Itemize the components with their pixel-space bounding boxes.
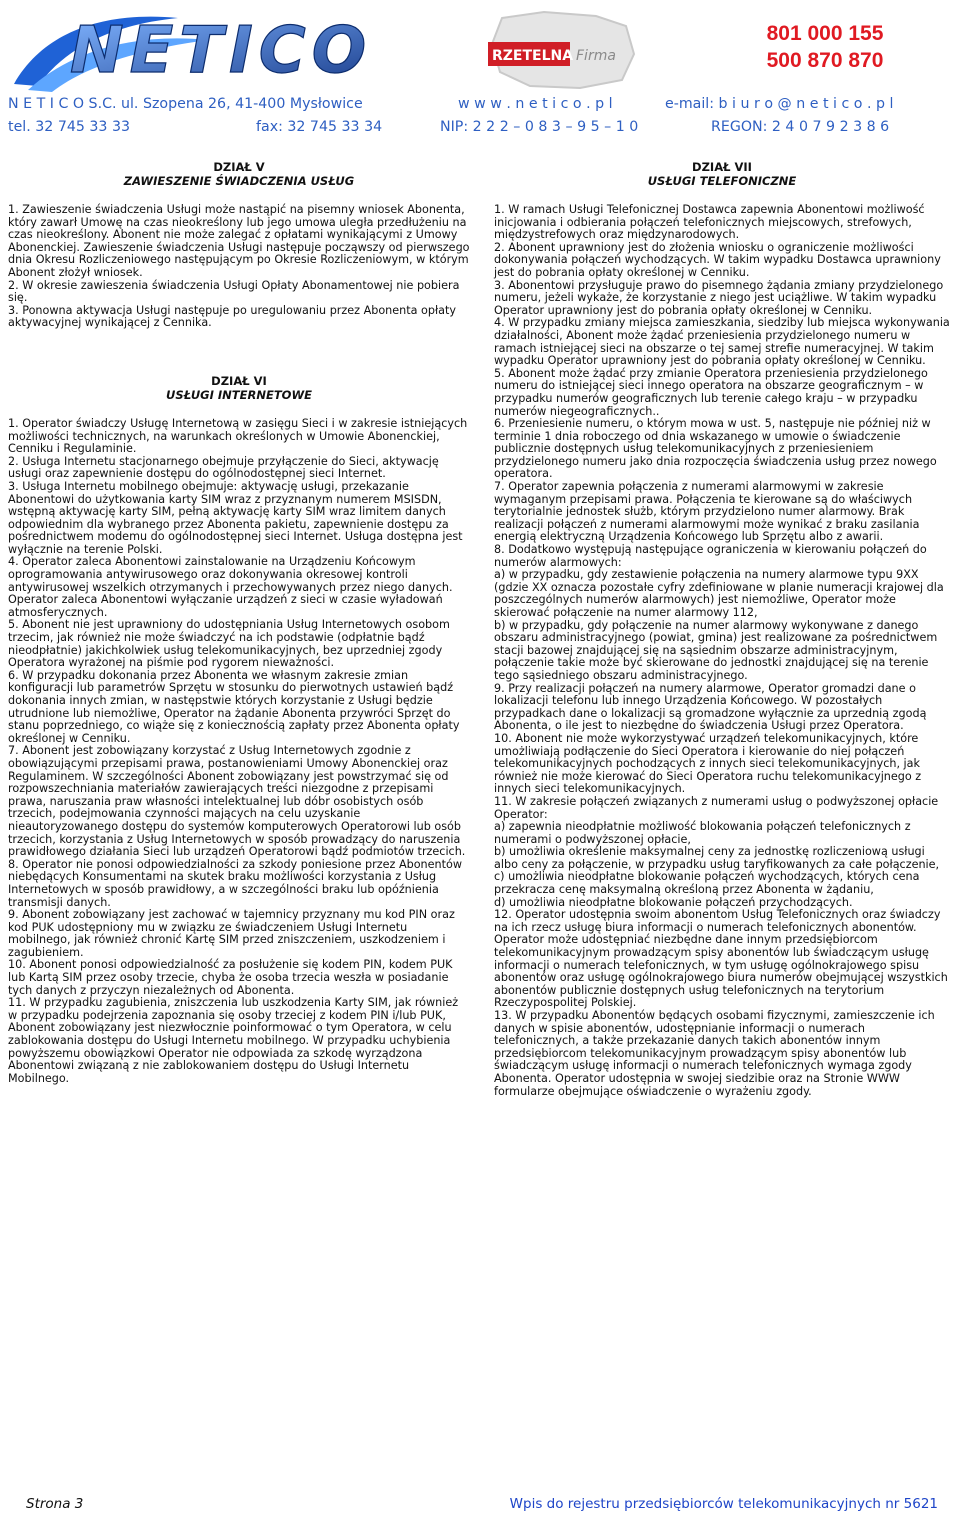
regon-number: REGON: 2 4 0 7 9 2 3 8 6 — [711, 119, 890, 135]
registry-note: Wpis do rejestru przedsiębiorców telekomunikacyjnych nr 5621 — [509, 1496, 938, 1512]
letterhead — [0, 0, 960, 150]
section-subtitle: USŁUGI INTERNETOWE — [166, 387, 312, 402]
section-title: DZIAŁ VII — [692, 160, 752, 174]
paragraph: c) umożliwia nieodpłatne blokowanie połączeń wychodzących, których cena przekracza cenę maksymalną określoną przez Abonenta w żądaniu, — [494, 870, 920, 897]
paragraph: 8. Dodatkowo występują następujące ograniczenia w kierowaniu połączeń do numerów alarmowych: — [494, 543, 927, 569]
right-column — [494, 160, 950, 1098]
logo-wordmark: NETICO — [70, 14, 373, 88]
paragraph: 5. Abonent nie jest uprawniony do udostępniania Usług Internetowych osobom trzecim, jak również nie może świadczyć na ich podstawie (odpłatnie bądź nieodpłatnie) jakichkolwiek usług telekomunikacyjnych, bez uprzedniej zgody Operatora wyrażonej na piśmie pod rygorem nieważności. — [8, 618, 450, 670]
nip-number: NIP: 2 2 2 – 0 8 3 – 9 5 – 1 0 — [440, 119, 639, 135]
paragraph: a) zapewnia nieodpłatnie możliwość blokowania połączeń telefonicznych z numerami o podwyższonej opłacie, — [494, 820, 911, 846]
section-title: DZIAŁ V — [213, 160, 265, 174]
paragraph: 2. Usługa Internetu stacjonarnego obejmuje przyłączenie do Sieci, aktywację usługi oraz zapewnienie dostępu do ogólnodostępnej sieci Internet. — [8, 454, 439, 481]
svg-text:Firma: Firma — [576, 48, 616, 64]
svg-text:RZETELNA: RZETELNA — [492, 48, 574, 64]
fax-number: fax: 32 745 33 34 — [256, 119, 383, 135]
phone-number[interactable]: 801 000 155 — [766, 22, 884, 45]
website-link[interactable]: w w w . n e t i c o . p l — [458, 96, 613, 112]
paragraph: 13. W przypadku Abonentów będących osobami fizycznymi, zamieszczenie ich danych w spisie abonentów, udostępnianie informacji o numerach telefonicznych, a także przekazanie danych takich abonentów innym przedsiębiorcom telekomunikacyjnym prowadzącym spisy abonentów lub świadczącym usługę informacji o numerach telefonicznych wymaga zgody Abonenta. Operator udostępnia w swojej siedzibie oraz na Stronie WWW formularze obejmujące oświadczenie o wyrażeniu zgody. — [494, 1009, 935, 1098]
paragraph: 8. Operator nie ponosi odpowiedzialności za szkody poniesione przez Abonentów niebędących Konsumentami na skutek braku możliwości korzystania z Usług Internetowych w sposób prawidłowy, a w szczególności braku lub opóźnienia transmisji danych. — [8, 857, 462, 909]
paragraph: 11. W zakresie połączeń związanych z numerami usług o podwyższonej opłacie Operator: — [494, 794, 939, 821]
netico-logo — [8, 4, 478, 96]
phone-number[interactable]: 500 870 870 — [766, 49, 884, 72]
paragraph: 2. Abonent uprawniony jest do złożenia wniosku o ograniczenie możliwości dokonywania połączeń wychodzących. W takim wypadku Dostawca uprawniony jest do pobrania opłaty określonej w Cenniku. — [494, 240, 941, 279]
section-title: DZIAŁ VI — [211, 373, 267, 388]
paragraph: 5. Abonent może żądać przy zmianie Operatora przeniesienia przydzielonego numeru do istniejącej sieci innego operatora na obszarze geograficznym – w przypadku numerów geograficznych lub terenie całego kraju – w przypadku numerów niegeograficznych.. — [494, 366, 928, 418]
paragraph: 4. Operator zaleca Abonentowi zainstalowanie na Urządzeniu Końcowym oprogramowania antywirusowego oraz dokonywania okresowej kontroli antywirusowej wszelkich otrzymanych i przechowywanych przez niego danych. Operator zaleca Abonentowi wyłączanie urządzeń z sieci w czasie wyładowań atmosferycznych. — [8, 555, 453, 619]
email-link[interactable]: e-mail: b i u r o @ n e t i c o . p l — [665, 96, 894, 112]
page-footer — [26, 1496, 938, 1514]
left-column — [8, 160, 470, 1085]
paragraph: 11. W przypadku zagubienia, zniszczenia lub uszkodzenia Karty SIM, jak również w przypadku podejrzenia zapoznania się osoby trzeciej z kodem PIN i/lub PUK, Abonent zobowiązany jest niezwłocznie poinformować o tym Operatora, w celu zablokowania dostępu do Usługi Internetu mobilnego. W przypadku uchybienia powyższemu obowiązkowi Operator nie odpowiada za szkodę wyrządzona Abonentowi związaną z nie zablokowaniem dostępu do Usługi Internetu Mobilnego. — [8, 996, 459, 1085]
paragraph: 1. Operator świadczy Usługę Internetową w zasięgu Sieci i w zakresie istniejących możliwości technicznych, na warunkach określonych w Umowie Abonenckiej, Cenniku i Regulaminie. — [8, 416, 468, 456]
paragraph: 2. W okresie zawieszenia świadczenia Usługi Opłaty Abonamentowej nie pobiera się. — [8, 278, 460, 305]
section-heading — [494, 160, 950, 188]
paragraph: 1. W ramach Usługi Telefonicznej Dostawca zapewnia Abonentowi możliwość inicjowania i odbierania połączeń telefonicznych miejscowych, strefowych, międzystrefowych oraz międzynarodowych. — [494, 203, 925, 242]
paragraph: 6. W przypadku dokonania przez Abonenta we własnym zakresie zmian konfiguracji lub parametrów Sprzętu w stosunku do pierwotnych ustawień bądź dokonania innych zmian, w następstwie których korzystanie z Usługi będzie utrudnione lub niemożliwe, Operator na żądanie Abonenta przywróci Sprzęt do stanu poprzedniego, co wiąże się z koniecznością zapłaty przez Abonenta opłaty określonej w Cenniku. — [8, 668, 460, 745]
paragraph: 4. W przypadku zmiany miejsca zamieszkania, siedziby lub miejsca wykonywania działalności, Abonent może żądać przeniesienia przydzielonego numeru w ramach istniejącej sieci na obszarze o tej samej strefie numeracyjnej. W takim wypadku Operator uprawniony jest do pobrania opłaty określonej w Cenniku. — [494, 316, 950, 368]
hotline-numbers — [700, 20, 950, 74]
paragraph: 3. Ponowna aktywacja Usługi następuje po uregulowaniu przez Abonenta opłaty aktywacyjnej wynikającej z Cennika. — [8, 303, 457, 330]
section-heading — [8, 160, 470, 188]
paragraph: d) umożliwia nieodpłatne blokowanie połączeń przychodzących. — [494, 895, 853, 909]
paragraph: a) w przypadku, gdy zestawienie połączenia na numery alarmowe typu 9XX (gdzie XX oznacza pozostałe cyfry zdefiniowane w planie numeracji krajowej dla poszczególnych numerów alarmowych) jest niemożliwe, Operator może skierować połączenie na numer alarmowy 112, — [494, 568, 944, 619]
paragraph: 10. Abonent nie może wykorzystywać urządzeń telekomunikacyjnych, które umożliwiają podłączenie do Sieci Operatora i kierowanie do niej połączeń telekomunikacyjnych pochodzących z innych sieci telekomunikacyjnych, jak również nie może kierować do Sieci Operatora ruchu telekomunikacyjnego z innych sieci telekomunikacyjnych. — [494, 731, 922, 796]
page-number: Strona 3 — [26, 1496, 84, 1512]
paragraph: 7. Operator zapewnia połączenia z numerami alarmowymi w zakresie wymaganym przepisami prawa. Połączenia te kierowane są do właściwych terytorialnie jednostek służb, którym przydzielono numer alarmowy. Brak realizacji połączeń z numerami alarmowymi może wynikać z braku zasilania energią elektryczną Urządzenia Końcowego lub Sprzętu albo z awarii. — [494, 480, 920, 544]
paragraph: 9. Przy realizacji połączeń na numery alarmowe, Operator gromadzi dane o lokalizacji telefonu lub innego Urządzenia Końcowego. W pozostałych przypadkach dane o lokalizacji są gromadzone wyłącznie za uprzednią zgodą Abonenta, o ile jest to niezbędne do świadczenia Usługi przez Operatora. — [494, 681, 927, 733]
paragraph: b) umożliwia określenie maksymalnej ceny za jednostkę rozliczeniową usługi albo ceny za połączenie, w przypadku usług taryfikowanych za całe połączenie, — [494, 845, 940, 871]
section-subtitle: USŁUGI TELEFONICZNE — [647, 174, 797, 188]
paragraph: 12. Operator udostępnia swoim abonentom Usług Telefonicznych oraz świadczy na ich rzecz usługę biura informacji o numerach telefonicznych abonentów. Operator może udostępniać niezbędne dane innym przedsiębiorcom telekomunikacyjnym prowadzącym spisy abonentów lub świadczącym usługę informacji o numerach telefonicznych, w tym usługę ogólnokrajowego spisu abonentów oraz usługę ogólnokrajowego biura numerów obejmującej wszystkich abonentów publicznie dostępnych usług telefonicznych na terytorium Rzeczypospolitej Polskiej. — [494, 908, 948, 1010]
paragraph: 3. Usługa Internetu mobilnego obejmuje: aktywację usługi, przekazanie Abonentowi do użytkowania karty SIM wraz z przyznanym numerem MSISDN, wstępną aktywację karty SIM, pełną aktywację karty SIM wraz limitem danych odpowiednim dla wybranego przez Abonenta pakietu, zapewnienie dostępu za pośrednictwem modemu do ogólnodostępnej sieci Internet. Usługa dostępna jest wyłącznie na terenie Polski. — [8, 479, 463, 556]
paragraph: 1. Zawieszenie świadczenia Usługi może nastąpić na pisemny wniosek Abonenta, który zawarł Umowę na czas nieokreślony lub jego umowa uległa przedłużeniu na czas nieokreślony. Abonent nie może zalegać z opłatami wynikającymi z Umowy Abonenckiej. Zawieszenie świadczenia Usługi następuje począwszy od pierwszego dnia Okresu Rozliczeniowego następującym po Okresie Rozliczeniowym, w którym Abonent złożył wniosek. — [8, 203, 470, 279]
paragraph: 3. Abonentowi przysługuje prawo do pisemnego żądania zmiany przydzielonego numeru, jeżeli wykaże, że korzystanie z niego jest uciążliwe. W takim wypadku Operator uprawniony jest do pobrania opłaty określonej w Cenniku. — [494, 278, 944, 317]
company-address: N E T I C O S.C. ul. Szopena 26, 41-400 Mysłowice — [8, 96, 363, 112]
section-heading — [8, 374, 470, 402]
paragraph: 6. Przeniesienie numeru, o którym mowa w ust. 5, następuje nie później niż w terminie 1 dnia roboczego od dnia wskazanego w umowie o świadczenie publicznie dostępnych usług telekomunikacyjnych z przeniesieniem przydzielonego numeru jako dnia rozpoczęcia świadczenia usług przez nowego operatora. — [494, 417, 937, 481]
section-subtitle: ZAWIESZENIE ŚWIADCZENIA USŁUG — [123, 174, 355, 188]
rzetelna-firma-badge — [484, 8, 654, 92]
paragraph: b) w przypadku, gdy połączenie na numer alarmowy wykonywane z danego obszaru administracyjnego (powiat, gmina) jest realizowane za pośrednictwem stacji bazowej znajdującej się na sąsiednim obszarze administracyjnym, połączenie takie może być skierowane do jednostki znajdującej się na terenie tego sąsiedniego obszaru administracyjnego. — [494, 618, 938, 682]
paragraph: 10. Abonent ponosi odpowiedzialność za posłużenie się kodem PIN, kodem PUK lub Kartą SIM przez osoby trzecie, chyba że osoba trzecia weszła w posiadanie tych danych z przyczyn niezależnych od Abonenta. — [8, 958, 453, 997]
tel-number: tel. 32 745 33 33 — [8, 119, 131, 135]
paragraph: 9. Abonent zobowiązany jest zachować w tajemnicy przyznany mu kod PIN oraz kod PUK udostępniony mu w związku ze świadczeniem Usługi Internetu mobilnego, jak również chronić Kartę SIM przed zniszczeniem, uszkodzeniem i zagubieniem. — [8, 908, 455, 959]
paragraph: 7. Abonent jest zobowiązany korzystać z Usług Internetowych zgodnie z obowiązującymi przepisami prawa, postanowieniami Umowy Abonenckiej oraz Regulaminem. W szczególności Abonent zobowiązany jest powstrzymać się od rozpowszechniania materiałów zawierających treści niezgodne z przepisami prawa, naruszania praw własności intelektualnej lub dóbr osobistych osób trzecich, podejmowania czynności mających na celu uzyskanie nieautoryzowanego dostępu do systemów komputerowych Operatorowi lub osób trzecich, korzystania z Usług Internetowych w sposób prowadzący do naruszenia prawidłowego działania Sieci lub urządzeń Operatorowi bądź podmiotów trzecich. — [8, 744, 466, 859]
